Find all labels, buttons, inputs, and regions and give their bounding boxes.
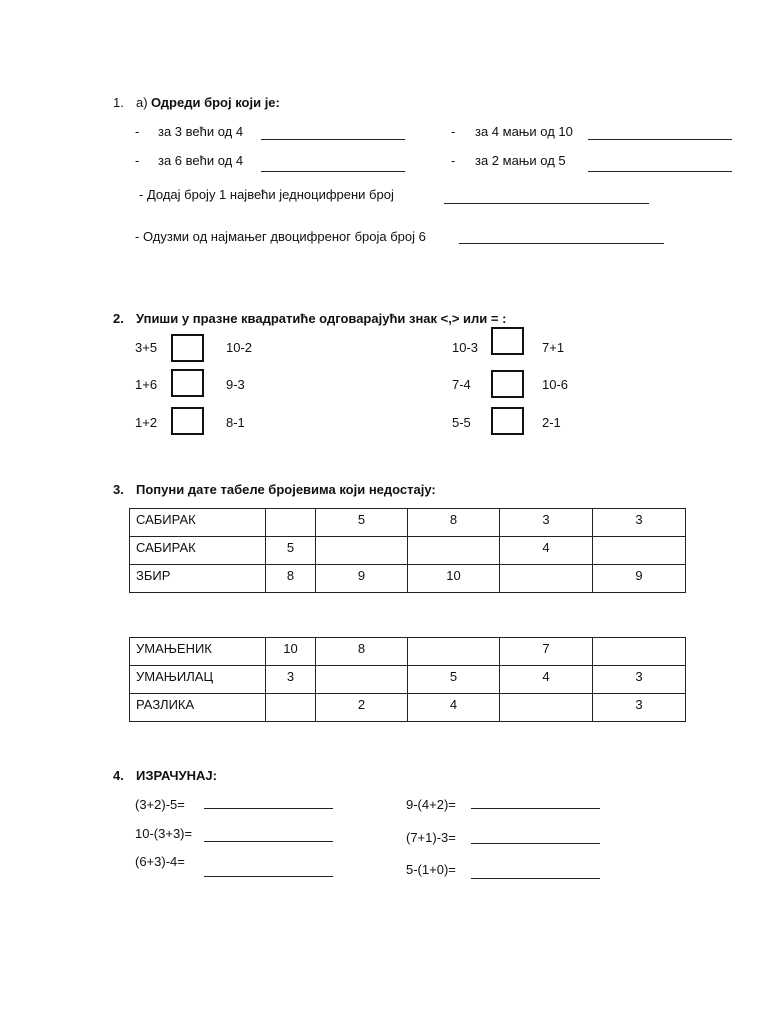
row-label: УМАЊЕНИК xyxy=(130,638,266,666)
answer-line[interactable] xyxy=(588,171,732,172)
compare-left: 1+6 xyxy=(135,377,158,392)
table-cell[interactable]: 5 xyxy=(408,666,500,694)
compare-left: 1+2 xyxy=(135,415,158,430)
compare-right: 7+1 xyxy=(542,340,565,355)
table-cell[interactable]: 5 xyxy=(266,537,316,565)
task1-title: Одреди број који је: xyxy=(151,95,280,110)
task3-title: Попуни дате табеле бројевима који недостају: xyxy=(136,482,436,497)
task1-bullet: - xyxy=(451,124,456,139)
task1-item-text: за 6 већи од 4 xyxy=(158,153,244,168)
table-cell[interactable] xyxy=(593,638,686,666)
compare-left: 10-3 xyxy=(452,340,479,355)
expression: (7+1)-3= xyxy=(406,830,456,845)
task4-title: ИЗРАЧУНАЈ: xyxy=(136,768,217,783)
table-cell[interactable]: 3 xyxy=(266,666,316,694)
table-cell[interactable] xyxy=(316,666,408,694)
task1-item-text: за 4 мањи од 10 xyxy=(475,124,573,139)
compare-left: 5-5 xyxy=(452,415,471,430)
row-label: САБИРАК xyxy=(130,537,266,565)
table-row xyxy=(130,666,686,694)
table-cell[interactable]: 4 xyxy=(500,666,593,694)
compare-right: 8-1 xyxy=(226,415,245,430)
sign-box[interactable] xyxy=(171,369,204,397)
compare-right: 10-2 xyxy=(226,340,253,355)
table-cell[interactable]: 7 xyxy=(500,638,593,666)
table-row xyxy=(130,509,686,537)
table-cell[interactable]: 9 xyxy=(593,565,686,593)
row-label: УМАЊИЛАЦ xyxy=(130,666,266,694)
compare-right: 10-6 xyxy=(542,377,569,392)
task1-prefix: а) xyxy=(136,95,148,110)
table-cell[interactable] xyxy=(500,565,593,593)
table-row xyxy=(130,694,686,722)
table-cell[interactable]: 5 xyxy=(316,509,408,537)
compare-left: 7-4 xyxy=(452,377,471,392)
row-label: САБИРАК xyxy=(130,509,266,537)
sign-box[interactable] xyxy=(171,407,204,435)
expression: (3+2)-5= xyxy=(135,797,185,812)
table-cell[interactable]: 2 xyxy=(316,694,408,722)
addition-table xyxy=(129,508,686,593)
expression: 10-(3+3)= xyxy=(135,826,193,841)
table-cell[interactable] xyxy=(316,537,408,565)
sign-box[interactable] xyxy=(491,407,524,435)
row-label: РАЗЛИКА xyxy=(130,694,266,722)
answer-line[interactable] xyxy=(261,139,405,140)
expression: (6+3)-4= xyxy=(135,854,185,869)
subtraction-table xyxy=(129,637,686,722)
answer-line[interactable] xyxy=(444,203,649,204)
table-cell[interactable]: 3 xyxy=(593,666,686,694)
table-cell[interactable]: 8 xyxy=(266,565,316,593)
task1-bullet: - xyxy=(451,153,456,168)
table-cell[interactable] xyxy=(266,509,316,537)
task1-bullet: - xyxy=(135,124,140,139)
table-cell[interactable]: 8 xyxy=(408,509,500,537)
task4-number: 4. xyxy=(113,768,124,783)
sign-box[interactable] xyxy=(491,370,524,398)
table-cell[interactable]: 3 xyxy=(593,694,686,722)
task1-item-text: за 2 мањи од 5 xyxy=(475,153,566,168)
table-cell[interactable]: 8 xyxy=(316,638,408,666)
table-row xyxy=(130,638,686,666)
table-cell[interactable]: 3 xyxy=(500,509,593,537)
task1-item-text: за 3 већи од 4 xyxy=(158,124,244,139)
answer-line[interactable] xyxy=(204,808,333,809)
table-cell[interactable]: 10 xyxy=(408,565,500,593)
answer-line[interactable] xyxy=(459,243,664,244)
compare-left: 3+5 xyxy=(135,340,158,355)
compare-right: 2-1 xyxy=(542,415,561,430)
table-cell[interactable] xyxy=(408,537,500,565)
table-cell[interactable] xyxy=(408,638,500,666)
expression: 9-(4+2)= xyxy=(406,797,456,812)
answer-line[interactable] xyxy=(261,171,405,172)
table-row xyxy=(130,537,686,565)
answer-line[interactable] xyxy=(471,843,600,844)
table-cell[interactable]: 10 xyxy=(266,638,316,666)
row-label: ЗБИР xyxy=(130,565,266,593)
answer-line[interactable] xyxy=(204,841,333,842)
task2-title: Упиши у празне квадратиће одговарајући знак <,> или = : xyxy=(136,311,507,326)
table-row xyxy=(130,565,686,593)
answer-line[interactable] xyxy=(471,808,600,809)
sign-box[interactable] xyxy=(491,327,524,355)
task1-sub-text: - Одузми од најмањег двоцифреног броја број 6 xyxy=(135,229,426,244)
table-cell[interactable] xyxy=(266,694,316,722)
answer-line[interactable] xyxy=(471,878,600,879)
task1-bullet: - xyxy=(135,153,140,168)
table-cell[interactable] xyxy=(593,537,686,565)
table-cell[interactable] xyxy=(500,694,593,722)
answer-line[interactable] xyxy=(588,139,732,140)
task2-number: 2. xyxy=(113,311,124,326)
expression: 5-(1+0)= xyxy=(406,862,456,877)
task3-number: 3. xyxy=(113,482,124,497)
sign-box[interactable] xyxy=(171,334,204,362)
table-cell[interactable]: 9 xyxy=(316,565,408,593)
table-cell[interactable]: 4 xyxy=(408,694,500,722)
task1-number: 1. xyxy=(113,95,124,110)
table-cell[interactable]: 4 xyxy=(500,537,593,565)
answer-line[interactable] xyxy=(204,876,333,877)
table-cell[interactable]: 3 xyxy=(593,509,686,537)
task1-add-text: - Додај броју 1 највећи једноцифрени број xyxy=(139,187,394,202)
compare-right: 9-3 xyxy=(226,377,245,392)
